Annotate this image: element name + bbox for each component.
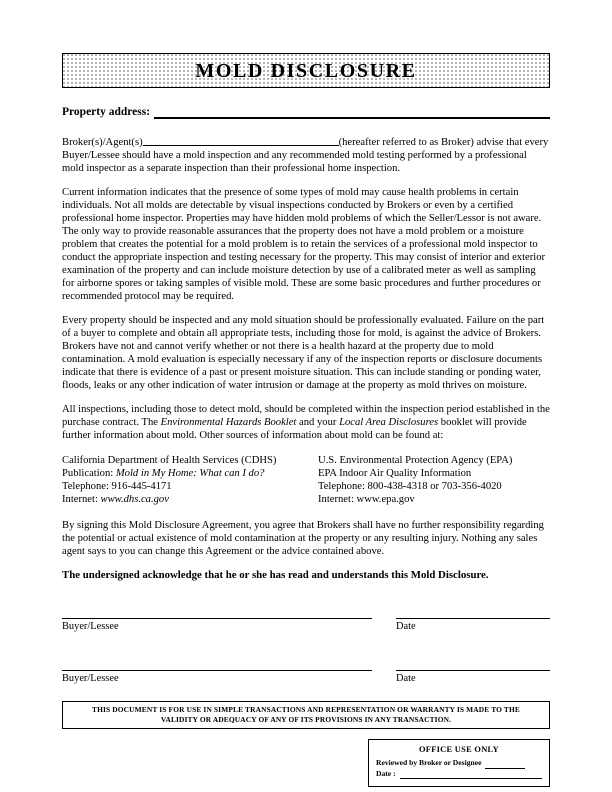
- signature-group-buyer-1: [62, 604, 372, 633]
- disclaimer-box: [62, 701, 550, 729]
- broker-intro-post-text: (hereafter referred to as Broker) advise that every Buyer/Lessee should have a mold inspection and any recommended mold testing performed by a professional mold inspector as a separate inspection than their professional home inspection.: [62, 137, 549, 174]
- agency-contacts-block: [62, 454, 550, 506]
- date-line-1[interactable]: [396, 604, 550, 619]
- epa-telephone: Telephone: 800-438-4318 or 703-356-4020: [318, 481, 502, 492]
- title-banner: [62, 53, 550, 88]
- local-area-disclosures-title: Local Area Disclosures: [339, 417, 439, 428]
- epa-subtitle: EPA Indoor Air Quality Information: [318, 468, 472, 479]
- office-date-row: [376, 769, 542, 780]
- signature-spacer: [62, 639, 550, 656]
- disclaimer-line-1: THIS DOCUMENT IS FOR USE IN SIMPLE TRANSACTIONS AND REPRESENTATION OR WARRANTY IS MADE TO THE: [92, 705, 520, 714]
- cdhs-internet-url[interactable]: www.dhs.ca.gov: [100, 494, 169, 505]
- buyer-signature-line-1[interactable]: [62, 604, 372, 619]
- paragraph-by-signing: By signing this Mold Disclosure Agreement, you agree that Brokers shall have no further responsibility regarding the potential or actual existence of mold contamination at the property or any resulting injury. Nothing any sales agent says to you can change this Agreement or the advice contained above.: [62, 520, 544, 557]
- disclaimer-line-2: VALIDITY OR ADEQUACY OF ANY OF ITS PROVISIONS IN ANY TRANSACTION.: [160, 714, 452, 724]
- property-address-row: [62, 106, 550, 119]
- property-address-label: Property address:: [62, 106, 151, 118]
- property-address-input-line[interactable]: [154, 106, 550, 119]
- cdhs-publication-title: Mold in My Home: What can I do?: [115, 468, 265, 479]
- cdhs-internet-label: Internet:: [62, 494, 101, 505]
- undersigned-acknowledgement: The undersigned acknowledge that he or she has read and understands this Mold Disclosure.: [62, 569, 489, 581]
- agency-column-epa: [318, 454, 550, 506]
- date-line-2[interactable]: [396, 656, 550, 671]
- paragraph-current-information: Current information indicates that the presence of some types of mold may cause health problems in certain individuals. Not all molds are detectable by visual inspections conducted by Brokers or even by a certified professional home inspector. Properties may have hidden mold problems of which the Seller/Lessor is not aware. The only way to provide reasonable assurances that the property does not have a mold problem or a moisture problem that creates the potential for a mold problem is to retain the services of a professional mold inspector to conduct the appropriate inspection and testing necessary for the property. This may consist of interior and exterior examination of the property and can include moisture detection by use of a calibrated meter as well as sampling for airborne spores or taking samples of visible mold. These are some basic procedures and further procedures or recommended protocol may be required.: [62, 187, 546, 302]
- paragraph-every-property: Every property should be inspected and any mold situation should be professionally evaluated. Failure on the part of a buyer to complete and obtain all appropriate tests, including those for mold, is against the advice of Brokers. Brokers have not and cannot verify whether or not there is a health hazard at the property due to mold contamination. A mold evaluation is especially necessary if any of the inspection reports or disclosure documents indicate that there is evidence of a past or present moisture situation. This can include standing or ponding water, floods, leaks or any other indication of water intrusion or damage at the property as mold thrives on moisture.: [62, 315, 545, 391]
- date-label-2: Date: [396, 673, 416, 684]
- signature-group-buyer-2: [62, 656, 372, 685]
- epa-internet-url[interactable]: www.epa.gov: [356, 494, 415, 505]
- epa-internet-label: Internet:: [318, 494, 357, 505]
- office-reviewed-by-input-line[interactable]: [485, 760, 525, 769]
- signature-row: [62, 656, 550, 685]
- signature-group-date-2: [396, 656, 550, 685]
- buyer-signature-label-2: Buyer/Lessee: [62, 673, 119, 684]
- signature-group-date-1: [396, 604, 550, 633]
- agency-column-cdhs: [62, 454, 318, 506]
- epa-internet: [318, 493, 550, 506]
- broker-intro-pre-text: Broker(s)/Agent(s): [62, 137, 143, 148]
- signature-row: [62, 604, 550, 633]
- buyer-signature-line-2[interactable]: [62, 656, 372, 671]
- paragraph-all-inspections: [62, 403, 550, 442]
- epa-name: U.S. Environmental Protection Agency (EPA): [318, 455, 513, 466]
- cdhs-internet: [62, 493, 318, 506]
- cdhs-name: California Department of Health Services (CDHS): [62, 455, 277, 466]
- cdhs-publication: [62, 467, 318, 480]
- office-date-input-line[interactable]: [400, 770, 542, 779]
- all-inspections-text-part3: booklet will provide further information about mold. Other sources of information about mold can be found at:: [62, 417, 527, 441]
- all-inspections-text-part2: and your: [296, 417, 340, 428]
- office-use-title: OFFICE USE ONLY: [418, 745, 500, 755]
- page-title: MOLD DISCLOSURE: [195, 59, 417, 82]
- office-use-wrapper: [62, 739, 550, 787]
- cdhs-publication-label: Publication:: [62, 468, 116, 479]
- buyer-signature-label-1: Buyer/Lessee: [62, 621, 119, 632]
- broker-name-input-line[interactable]: [143, 136, 339, 146]
- all-inspections-text-part1: All inspections, including those to detect mold, should be completed within the inspection period established in the purchase contract. The: [62, 404, 550, 428]
- office-reviewed-by-row: [376, 758, 542, 769]
- paragraph-broker-intro: [62, 136, 550, 175]
- office-use-box: [368, 739, 550, 787]
- document-content: [62, 53, 550, 787]
- office-reviewed-by-label: Reviewed by Broker or Designee: [376, 758, 482, 768]
- office-date-label: Date :: [376, 768, 396, 778]
- environmental-hazards-booklet-title: Environmental Hazards Booklet: [160, 417, 297, 428]
- cdhs-telephone: Telephone: 916-445-4171: [62, 481, 172, 492]
- date-label-1: Date: [396, 621, 416, 632]
